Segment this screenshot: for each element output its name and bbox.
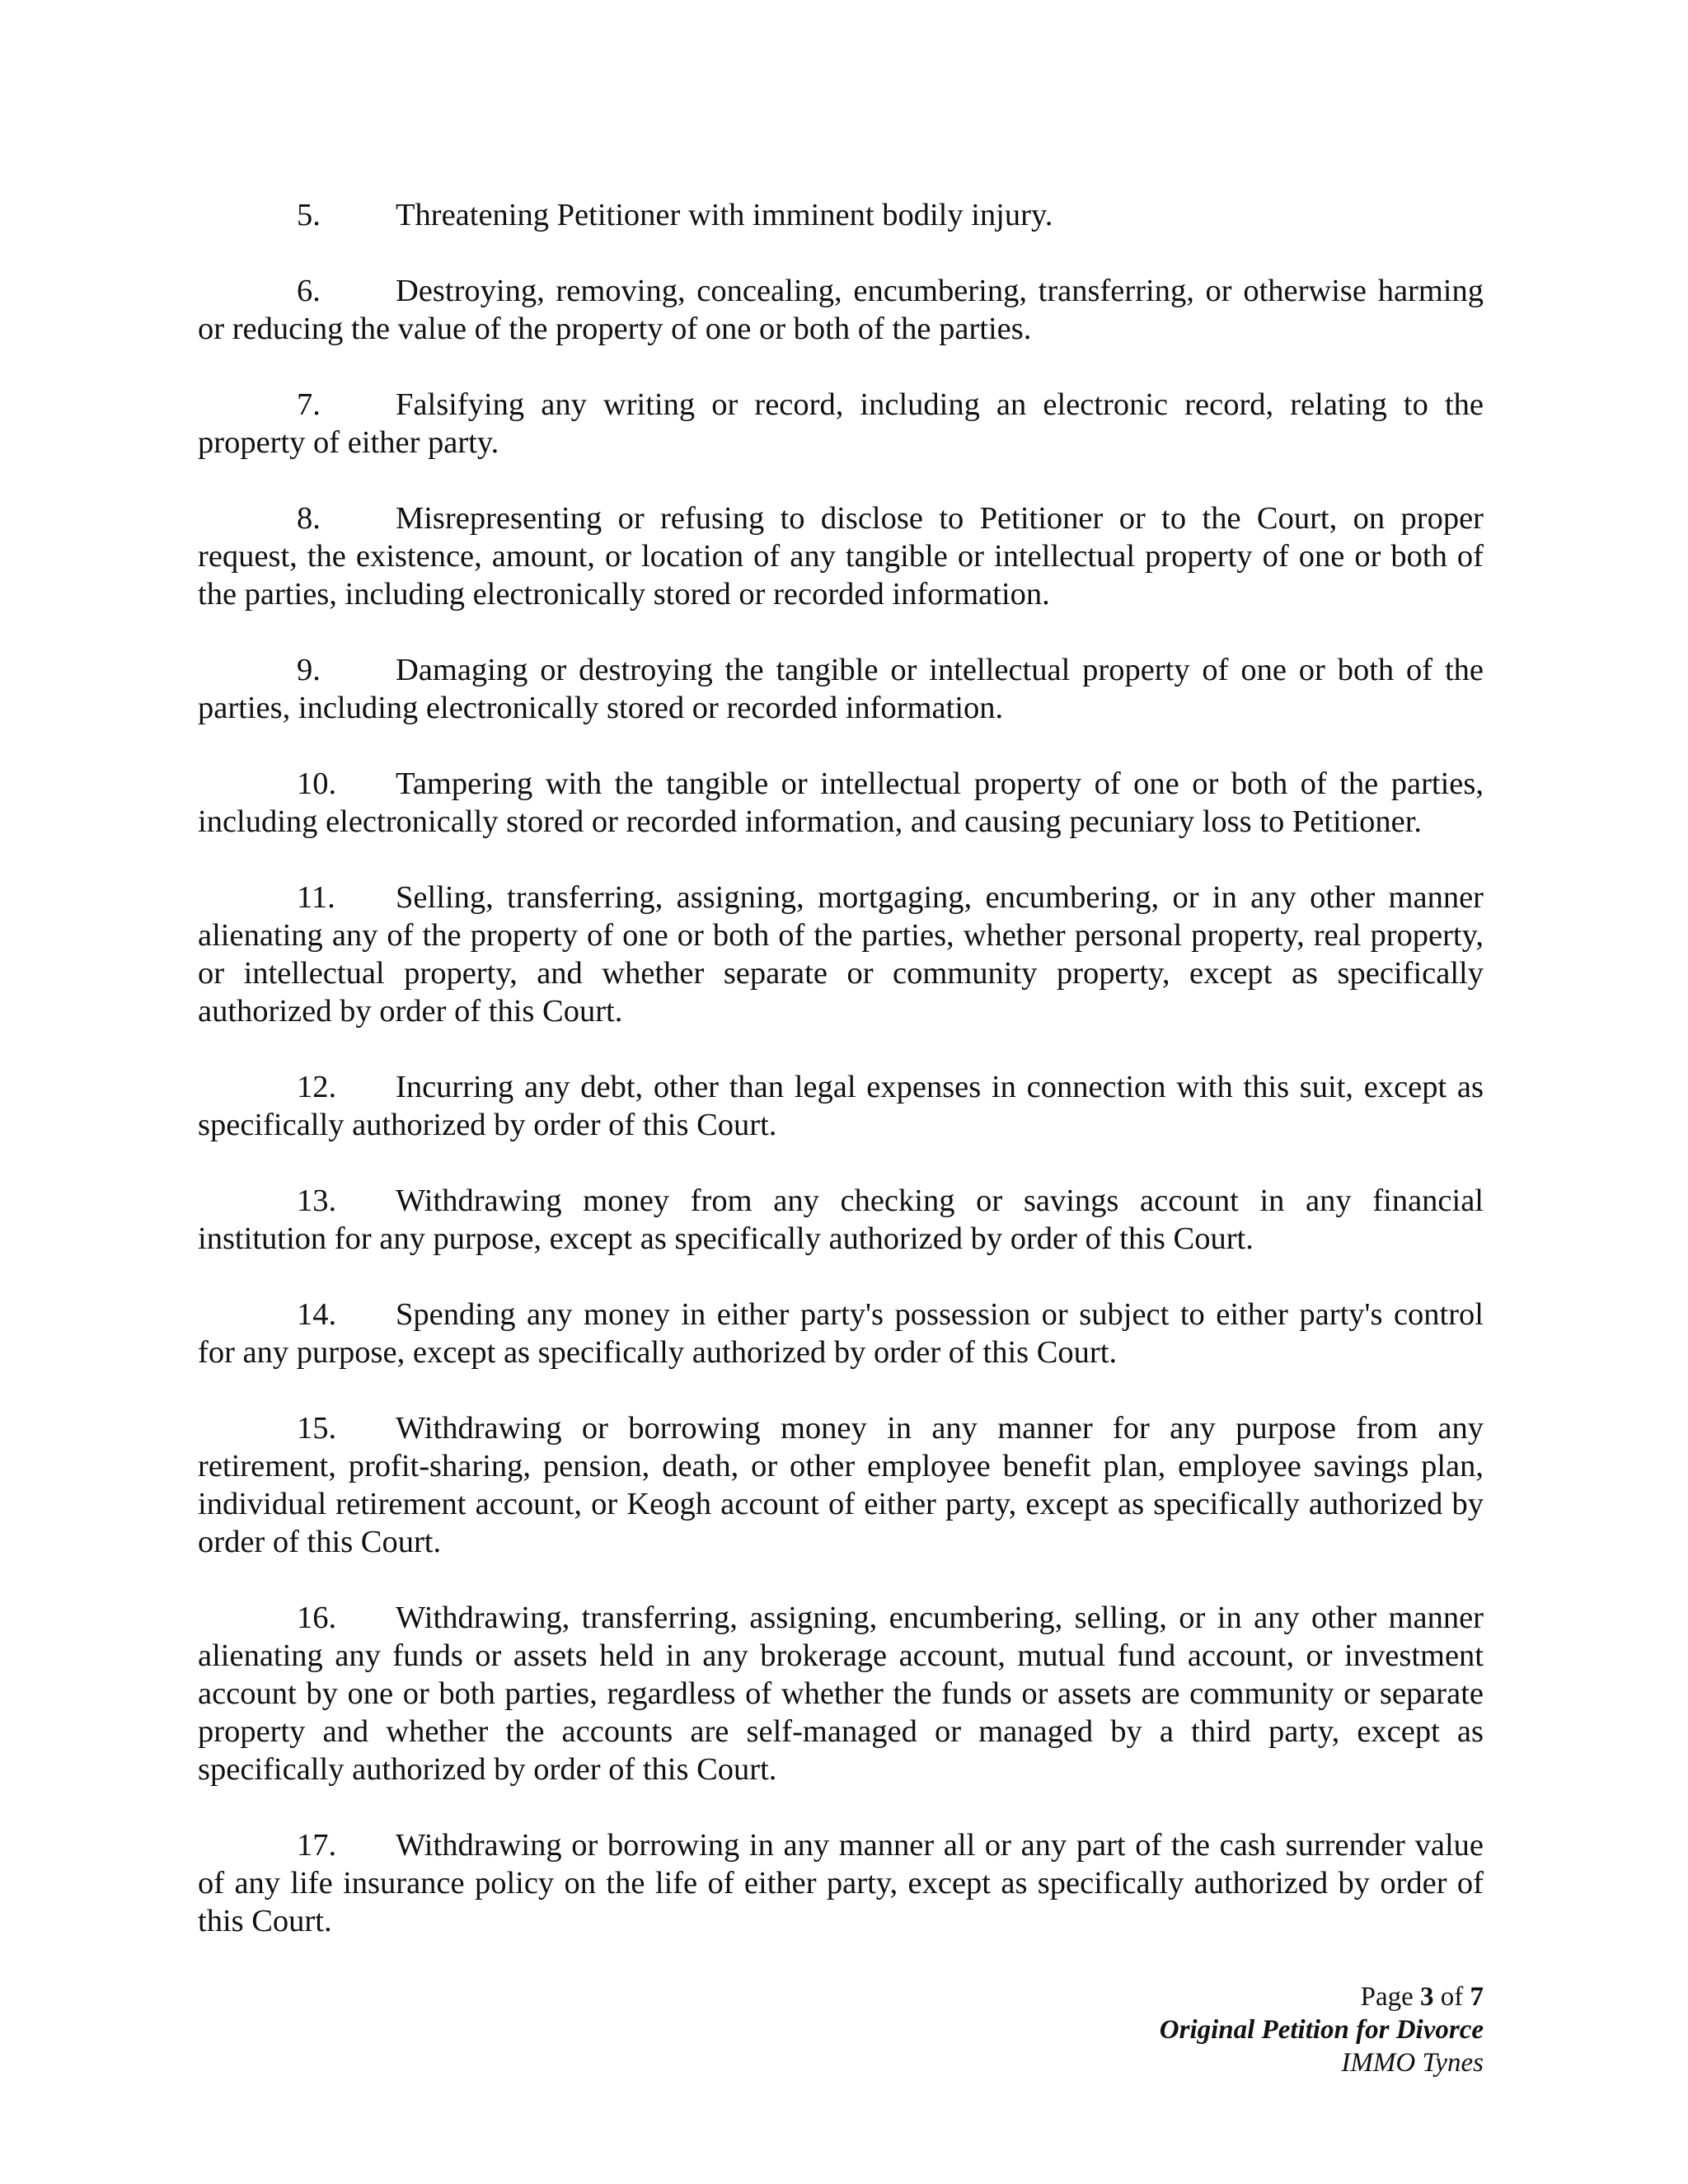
- paragraph-number: 11.: [297, 880, 335, 915]
- document-title: Original Petition for Divorce: [1159, 2015, 1484, 2045]
- paragraph-9: [198, 651, 1484, 727]
- paragraph-13: [198, 1182, 1484, 1258]
- paragraph-10: [198, 765, 1484, 841]
- paragraph-text: Falsifying any writing or record, including an electronic record, relating to the property of either party.: [198, 387, 1484, 460]
- paragraph-number: 17.: [297, 1828, 337, 1863]
- page-footer: [1160, 1980, 1484, 2079]
- paragraph-number: 16.: [297, 1601, 337, 1635]
- paragraph-11: [198, 879, 1484, 1030]
- paragraph-text: Incurring any debt, other than legal expenses in connection with this suit, except as specifically authorized by order of this Court.: [198, 1070, 1484, 1142]
- paragraph-text: Misrepresenting or refusing to disclose to Petitioner or to the Court, on proper request, the existence, amount, or location of any tangible or intellectual property of one or both of the parties, including electronically stored or recorded information.: [198, 501, 1484, 612]
- paragraph-16: [198, 1599, 1484, 1788]
- paragraph-number: 9.: [297, 653, 321, 687]
- paragraph-number: 8.: [297, 501, 321, 536]
- paragraph-number: 14.: [297, 1297, 337, 1332]
- paragraph-text: Withdrawing or borrowing in any manner all or any part of the cash surrender value of any life insurance policy on the life of either party, except as specifically authorized by order of this Court.: [198, 1828, 1484, 1938]
- paragraph-17: [198, 1826, 1484, 1940]
- paragraph-number: 13.: [297, 1183, 337, 1218]
- page-number: [1160, 1980, 1484, 2013]
- paragraph-text: Threatening Petitioner with imminent bodily injury.: [396, 198, 1053, 232]
- paragraph-12: [198, 1068, 1484, 1144]
- paragraph-number: 6.: [297, 274, 321, 308]
- paragraph-text: Withdrawing or borrowing money in any manner for any purpose from any retirement, profit-sharing, pension, death, or other employee benefit plan, employee savings plan, individual retirement account, or Keogh account of either party, except as specifically authorized by order of this Court.: [198, 1411, 1484, 1559]
- paragraph-text: Selling, transferring, assigning, mortgaging, encumbering, or in any other manner alienating any of the property of one or both of the parties, whether personal property, real property, or intellectual property, and whether separate or community property, except as specifically authorized by order of this Court.: [198, 880, 1484, 1029]
- page-current: 3: [1420, 1982, 1434, 2012]
- page-total: 7: [1470, 1982, 1484, 2012]
- page-of-word: of: [1440, 1982, 1464, 2012]
- case-name: IMMO Tynes: [1341, 2048, 1484, 2078]
- paragraph-5: [198, 196, 1484, 234]
- paragraph-8: [198, 499, 1484, 613]
- paragraph-text: Withdrawing, transferring, assigning, encumbering, selling, or in any other manner alienating any funds or assets held in any brokerage account, mutual fund account, or investment account by one or both parties, regardless of whether the funds or assets are community or separate property and whether the accounts are self-managed or managed by a third party, except as specifically authorized by order of this Court.: [198, 1601, 1484, 1787]
- paragraph-number: 12.: [297, 1070, 337, 1104]
- paragraph-text: Withdrawing money from any checking or savings account in any financial institution for any purpose, except as specifically authorized by order of this Court.: [198, 1183, 1484, 1256]
- document-body: [198, 196, 1484, 1978]
- paragraph-number: 5.: [297, 198, 321, 232]
- paragraph-number: 10.: [297, 766, 337, 801]
- paragraph-15: [198, 1409, 1484, 1561]
- paragraph-7: [198, 386, 1484, 462]
- paragraph-6: [198, 272, 1484, 348]
- paragraph-text: Tampering with the tangible or intellectual property of one or both of the parties, including electronically stored or recorded information, and causing pecuniary loss to Petitioner.: [198, 766, 1484, 839]
- paragraph-text: Damaging or destroying the tangible or intellectual property of one or both of the parties, including electronically stored or recorded information.: [198, 653, 1484, 725]
- paragraph-number: 7.: [297, 387, 321, 422]
- paragraph-14: [198, 1296, 1484, 1371]
- paragraph-number: 15.: [297, 1411, 337, 1446]
- paragraph-text: Spending any money in either party's possession or subject to either party's control for any purpose, except as specifically authorized by order of this Court.: [198, 1297, 1484, 1370]
- paragraph-text: Destroying, removing, concealing, encumbering, transferring, or otherwise harming or reducing the value of the property of one or both of the parties.: [198, 274, 1484, 346]
- page-word: Page: [1360, 1982, 1414, 2012]
